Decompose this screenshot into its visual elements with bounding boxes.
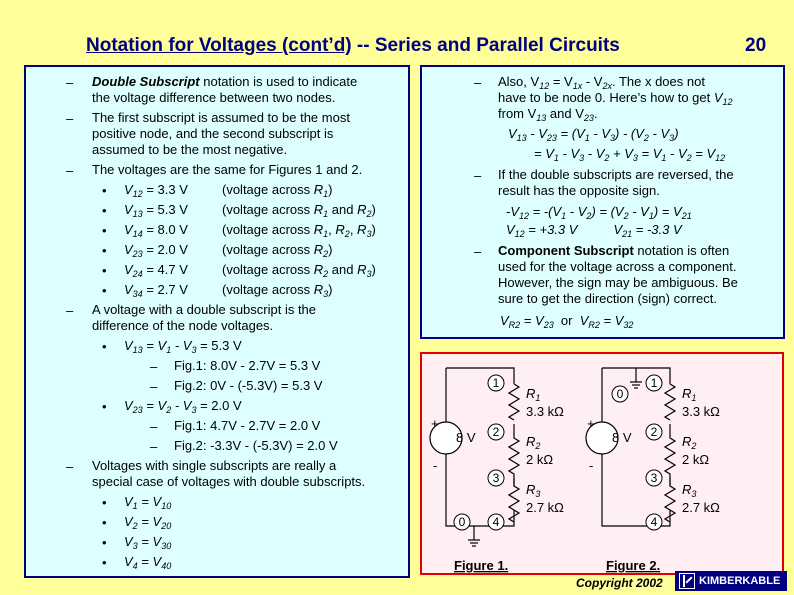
figure-1-caption: Figure 1.: [454, 558, 509, 573]
page-title: Notation for Voltages (cont’d) -- Series and Parallel Circuits: [86, 35, 620, 56]
voltage-list-item: $V_{24} = 4.7$ V (voltage across $R_2$ and $R_3$): [124, 262, 376, 279]
fig2-bottom-wire: [602, 454, 670, 526]
fig1-r3-value: 2.7 kΩ: [526, 500, 564, 515]
single-subscript-item: $V_4 = V_{40}$: [124, 554, 172, 571]
fig2-r3-name: $R_3$: [682, 482, 697, 499]
equation-v13: $V_{13} = V_1 - V_3 = 5.3$ V: [124, 338, 242, 355]
voltage-list-item: $V_{14} = 8.0$ V (voltage across $R_1$, $R_2$, $R_3$): [124, 222, 376, 239]
fig1-r3-resistor: [509, 478, 519, 522]
fig1-minus: -: [433, 458, 438, 473]
fig2-r1-resistor: [665, 384, 675, 420]
voltage-list-item: $V_{23} = 2.0$ V (voltage across $R_2$): [124, 242, 333, 259]
paragraph-same-voltages: The voltages are the same for Figures 1 and 2.: [92, 162, 363, 177]
equation-v23: $V_{23} = V_2 - V_3 = 2.0$ V: [124, 398, 242, 415]
fig1-r2-value: 2 kΩ: [526, 452, 554, 467]
voltage-list-item: $V_{13} = 5.3$ V (voltage across $R_1$ and $R_2$): [124, 202, 376, 219]
copyright-text: Copyright 2002: [576, 576, 663, 590]
fig1-node-3: 3: [492, 471, 500, 485]
fig1-node-0: 0: [458, 515, 466, 529]
fig1-node-2: 2: [492, 425, 500, 439]
figure-2-caption: Figure 2.: [606, 558, 661, 573]
voltage-list-item: $V_{12} = 3.3$ V (voltage across $R_1$): [124, 182, 333, 199]
fig1-calc-v23: Fig.1: 4.7V - 2.7V = 2.0 V: [174, 418, 321, 433]
page-number: 20: [745, 35, 767, 56]
fig2-node-3: 3: [650, 471, 658, 485]
fig2-r2-name: $R_2$: [682, 434, 697, 451]
fig2-node-4: 4: [650, 515, 658, 529]
fig2-calc-v23: Fig.2: -3.3V - (-5.3V) = 2.0 V: [174, 438, 338, 453]
fig2-r3-value: 2.7 kΩ: [682, 500, 720, 515]
fig1-calc-v13: Fig.1: 8.0V - 2.7V = 5.3 V: [174, 358, 321, 373]
fig1-plus: +: [431, 416, 439, 431]
paragraph-double-subscript: Double Subscript notation is used to indicate: [92, 74, 358, 89]
paragraph-reversed: If the double subscripts are reversed, the: [498, 167, 734, 182]
single-subscript-item: $V_1 = V_{10}$: [124, 494, 172, 511]
fig1-node-1: 1: [492, 376, 500, 390]
circuit-figures-panel: [420, 352, 784, 575]
fig1-r3-name: $R_3$: [526, 482, 541, 499]
fig2-r2-value: 2 kΩ: [682, 452, 710, 467]
reverse-equation: $-V_{12} = -(V_1 - V_2) = (V_2 - V_1) = V_{21}$: [506, 204, 692, 221]
fig1-r1-name: $R_1$: [526, 386, 541, 403]
fig1-r1-resistor: [509, 384, 519, 420]
paragraph-single-subscripts: Voltages with single subscripts are really a: [92, 458, 337, 473]
logo-icon: [679, 573, 695, 589]
circuit-figures: [422, 354, 782, 573]
right-text-panel: – Also, $V_{12} = V_{1x} - V_{2x}$. The x does not have to be node 0. Here’s how to get $V_{12}$ from $V_{13}$ and $V_{23}$. $V_{13} - V_{23} = (V_1 - V_3) - (V_2 - V_3)$ = $V_1 - V_3 - V_2 + V_3 = V_1 - V_2 = V_{12}$ – If the double subscripts are reversed, the result has the opposite sign. $-V_{12} = -(V_1 - V_2) = (V_2 - V_1) = V_{21}$ $V_{12} = +3.3$ V $V_{21} = -3.3$ V – Component Subscript notation is often used for the voltage across a component. However, the sign may be ambiguous. Be sure to get the direction (sign) correct. $V_{R2} = V_{23}$ or $V_{R2} = V_{32}$: [420, 65, 785, 339]
voltage-list-item: $V_{34} = 2.7$ V (voltage across $R_3$): [124, 282, 333, 299]
single-subscript-item: $V_2 = V_{20}$: [124, 514, 172, 531]
fig2-minus: -: [589, 458, 594, 473]
fig2-r2-resistor: [665, 424, 675, 486]
fig1-r2-resistor: [509, 424, 519, 486]
derivation-line-1: $V_{13} - V_{23} = (V_1 - V_3) - (V_2 - V_3)$: [508, 126, 679, 143]
fig2-r1-value: 3.3 kΩ: [682, 404, 720, 419]
component-subscript-example: $V_{R2} = V_{23}$ or $V_{R2} = V_{32}$: [500, 313, 634, 330]
fig2-r1-name: $R_1$: [682, 386, 697, 403]
left-text-panel: – Double Subscript notation is used to indicate the voltage difference between two nodes. – The first subscript is assumed to be the most positive node, and the second subscript is assumed to be the most negative. – The voltages are the same for Figures 1 and 2. • $V_{12} = 3.3$ V (voltage across $R_1$) • $V_{13} = 5.3$ V (voltage across $R_1$ and $R_2$) • $V_{14} = 8.0$ V (voltage across $R_1$, $R_2$, $R_3$) • $V_{23} = 2.0$ V (voltage across $R_2$) • $V_{24} = 4.7$ V (voltage across $R_2$ and $R_3$) • $V_{34} = 2.7$ V (voltage across $R_3$) – A voltage with a double subscript is the difference of the node voltages. • $V_{13} = V_1 - V_3 = 5.3$ V – Fig.1: 8.0V - 2.7V = 5.3 V – Fig.2: 0V - (-5.3V) = 5.3 V • $V_{23} = V_2 - V_3 = 2.0$ V – Fig.1: 4.7V - 2.7V = 2.0 V – Fig.2: -3.3V - (-5.3V) = 2.0 V – Voltages with single subscripts are really a special case of voltages with double subscripts. • $V_1 = V_{10}$ • $V_2 = V_{20}$ • $V_3 = V_{30}$ • $V_4 = V_{40}$: [24, 65, 410, 578]
reverse-values: $V_{12} = +3.3$ V $V_{21} = -3.3$ V: [506, 222, 682, 239]
fig2-node-0: 0: [616, 387, 624, 401]
fig2-plus: +: [587, 416, 595, 431]
paragraph-node-difference: A voltage with a double subscript is the: [92, 302, 317, 317]
fig2-calc-v13: Fig.2: 0V - (-5.3V) = 5.3 V: [174, 378, 323, 393]
derivation-line-2: = $V_1 - V_3 - V_2 + V_3 = V_1 - V_2 = V_{12}$: [534, 146, 726, 163]
fig2-source-label: 8 V: [612, 430, 632, 445]
paragraph-first-subscript: The first subscript is assumed to be the most: [92, 110, 350, 125]
fig1-bottom-wire: [446, 454, 514, 526]
fig1-node-4: 4: [492, 515, 500, 529]
single-subscript-item: $V_3 = V_{30}$: [124, 534, 172, 551]
paragraph-also: Also, $V_{12} = V_{1x} - V_{2x}$. The x does not: [498, 74, 705, 91]
kimberkable-logo: KIMBERKABLE: [675, 571, 787, 591]
fig2-node-1: 1: [650, 376, 658, 390]
paragraph-component-subscript: Component Subscript notation is often: [498, 243, 730, 258]
fig2-r3-resistor: [665, 478, 675, 522]
fig1-source-label: 8 V: [456, 430, 476, 445]
fig1-r1-value: 3.3 kΩ: [526, 404, 564, 419]
fig2-node-2: 2: [650, 425, 658, 439]
fig1-r2-name: $R_2$: [526, 434, 541, 451]
